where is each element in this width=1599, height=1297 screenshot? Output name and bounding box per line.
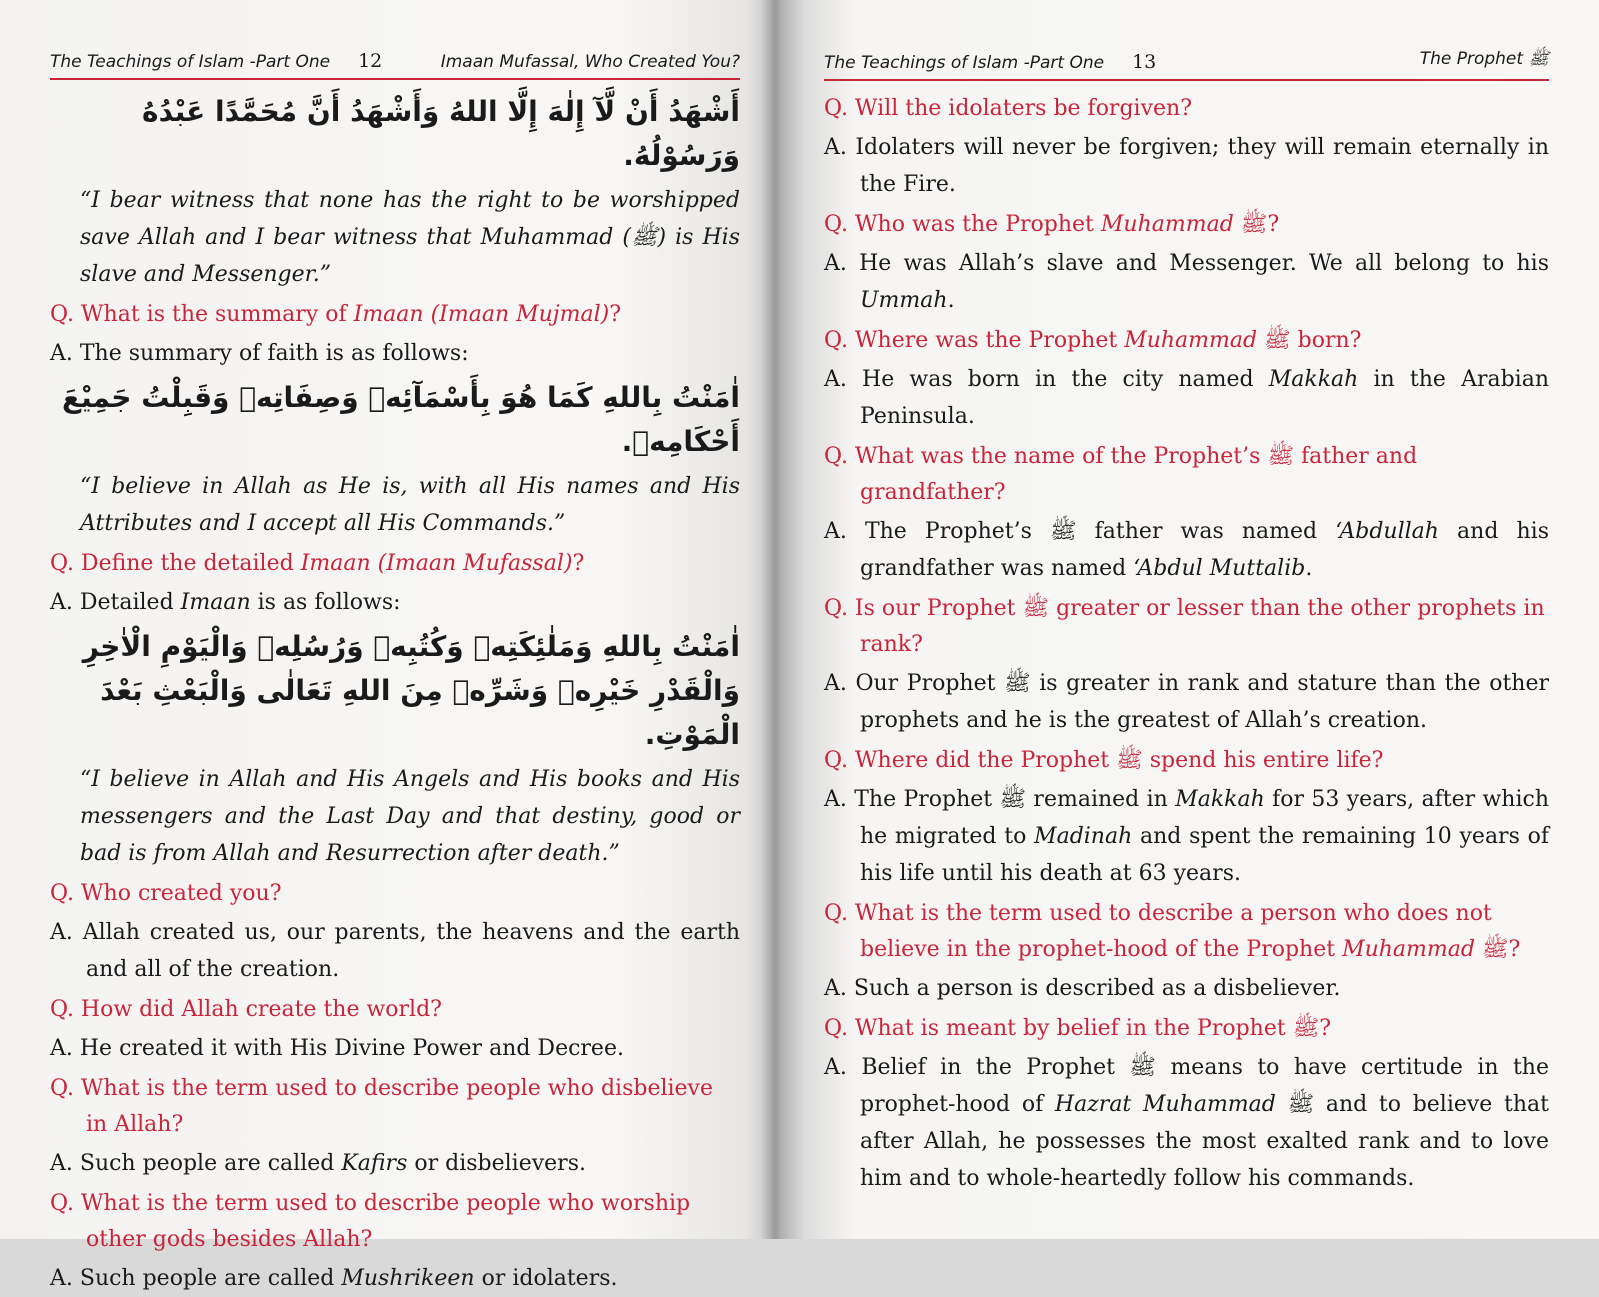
answer-idolaters-term: A. Such people are called Mushrikeen or idolaters. [50, 1266, 618, 1291]
left-book-title: The Teachings of Islam -Part One [50, 52, 331, 72]
arabic-imaan-mufassal: اٰمَنْتُ بِاللهِ وَمَلٰئِكَتِهٖ وَكُتُبِهٖ وَرُسُلِهٖ وَالْيَوْمِ الْاٰخِرِ وَالْقَدْرِ خَيْرِهٖ وَشَرِّهٖ مِنَ اللهِ تَعَالٰى وَالْبَعْثِ بَعْدَ الْمَوْتِ. [82, 630, 740, 751]
left-chapter-title: Imaan Mufassal, Who Created You? [440, 52, 740, 72]
answer-disbelievers-term: A. Such people are called Kafirs or disbelievers. [50, 1151, 586, 1176]
answer-imaan-mujmal: A. The summary of faith is as follows: [50, 341, 469, 366]
question-belief-in-prophet: Q. What is meant by belief in the Prophet ﷺ? [824, 1016, 1332, 1041]
question-who-was-prophet: Q. Who was the Prophet Muhammad ﷺ? [824, 212, 1280, 237]
question-disbelievers-term: Q. What is the term used to describe people who disbelieve in Allah? [50, 1076, 713, 1137]
question-prophet-life: Q. Where did the Prophet ﷺ spend his entire life? [824, 748, 1384, 773]
arabic-shahada: أَشْهَدُ أَنْ لَّآ إِلٰهَ إِلَّا اللهُ وَأَشْهَدُ أَنَّ مُحَمَّدًا عَبْدُهُ وَرَسُوْلُهُ. [142, 95, 740, 172]
answer-idolaters-forgiven: A. Idolaters will never be forgiven; they will remain eternally in the Fire. [824, 135, 1549, 197]
question-imaan-mujmal: Q. What is the summary of Imaan (Imaan Mujmal)? [50, 302, 622, 327]
left-page [0, 0, 770, 1291]
question-idolaters-forgiven: Q. Will the idolaters be forgiven? [824, 96, 1192, 121]
left-page-header [50, 50, 740, 80]
left-page-number: 12 [358, 50, 383, 72]
answer-father-grandfather: A. The Prophet’s ﷺ father was named ‘Abdullah and his grandfather was named ‘Abdul Muttalib. [824, 519, 1550, 581]
answer-disbeliever-prophethood: A. Such a person is described as a disbeliever. [824, 976, 1341, 1001]
arabic-imaan-mujmal: اٰمَنْتُ بِاللهِ كَمَا هُوَ بِأَسْمَآئِهٖ وَصِفَاتِهٖ وَقَبِلْتُ جَمِيْعَ أَحْكَامِهٖ. [61, 381, 740, 458]
question-who-created-you: Q. Who created you? [50, 881, 282, 906]
quote-imaan-mufassal: “I believe in Allah and His Angels and His books and His messengers and the Last Day and that destiny, good or bad is from Allah and Resurrection after death.” [80, 767, 740, 866]
right-page-number: 13 [1132, 51, 1157, 73]
answer-who-created-you: A. Allah created us, our parents, the heavens and the earth and all of the creation. [50, 920, 740, 982]
answer-who-was-prophet: A. He was Allah’s slave and Messenger. We all belong to his Ummah. [824, 251, 1549, 313]
quote-imaan-mujmal: “I believe in Allah as He is, with all His names and His Attributes and I accept all His Commands.” [80, 474, 740, 536]
right-page [780, 0, 1599, 1239]
answer-prophet-rank: A. Our Prophet ﷺ is greater in rank and stature than the other prophets and he is the greatest of Allah’s creation. [824, 671, 1549, 733]
question-prophet-rank: Q. Is our Prophet ﷺ greater or lesser than the other prophets in rank? [824, 596, 1545, 657]
question-where-born: Q. Where was the Prophet Muhammad ﷺ born? [824, 328, 1362, 353]
quote-shahada: “I bear witness that none has the right to be worshipped save Allah and I bear witness that Muhammad (ﷺ) is His slave and Messenger.” [80, 188, 740, 287]
answer-belief-in-prophet: A. Belief in the Prophet ﷺ means to have certitude in the prophet-hood of Hazrat Muhammad ﷺ and to believe that after Allah, he possesses the most exalted rank and to love him and to whole-heartedly follow his commands. [824, 1055, 1549, 1191]
question-imaan-mufassal: Q. Define the detailed Imaan (Imaan Mufassal)? [50, 551, 585, 576]
answer-imaan-mufassal: A. Detailed Imaan is as follows: [50, 590, 401, 615]
answer-how-world-created: A. He created it with His Divine Power and Decree. [50, 1036, 624, 1061]
question-disbeliever-prophethood: Q. What is the term used to describe a person who does not believe in the prophet-hood of the Prophet Muhammad ﷺ? [824, 901, 1521, 962]
answer-where-born: A. He was born in the city named Makkah in the Arabian Peninsula. [824, 367, 1549, 429]
question-idolaters-term: Q. What is the term used to describe people who worship other gods besides Allah? [50, 1191, 691, 1252]
question-how-world-created: Q. How did Allah create the world? [50, 997, 442, 1022]
right-chapter-title: The Prophet ﷺ [1419, 49, 1549, 69]
right-book-title: The Teachings of Islam -Part One [824, 53, 1105, 73]
question-father-grandfather: Q. What was the name of the Prophet’s ﷺ father and grandfather? [824, 444, 1418, 505]
right-page-header [824, 48, 1549, 81]
answer-prophet-life: A. The Prophet ﷺ remained in Makkah for 53 years, after which he migrated to Madinah and spent the remaining 10 years of his life until his death at 63 years. [824, 787, 1549, 886]
